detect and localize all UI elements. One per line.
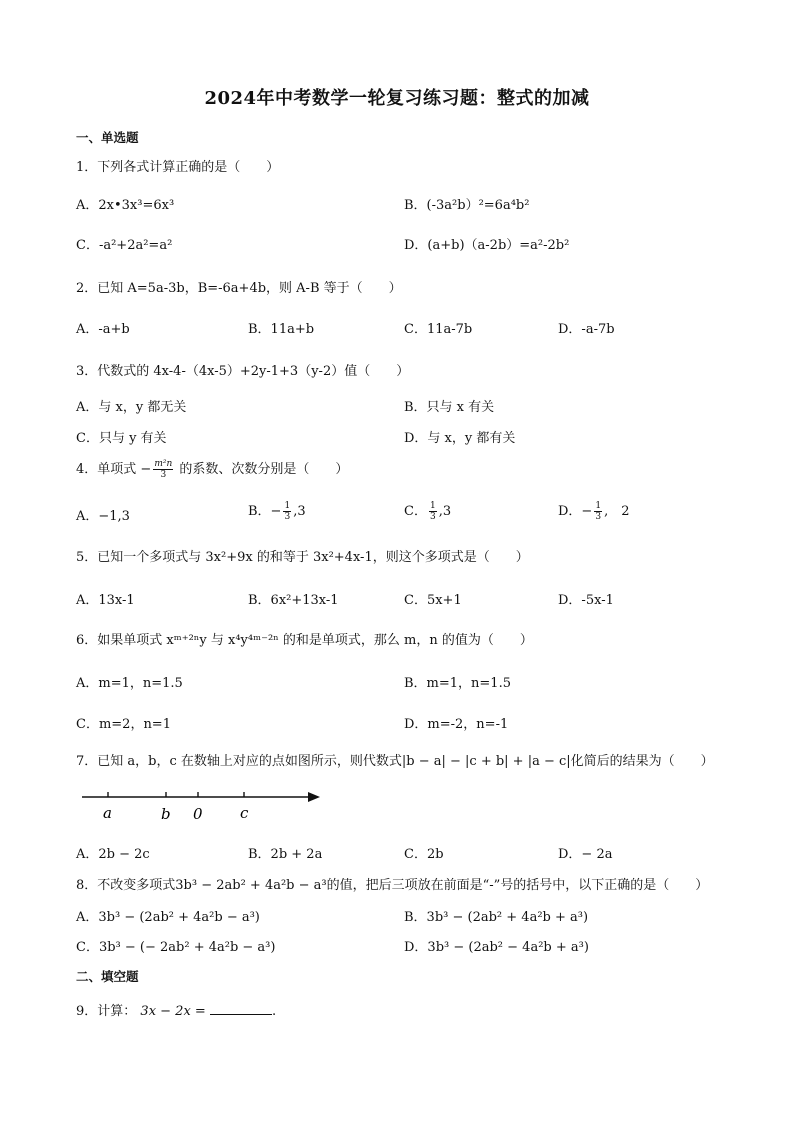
question-1-option-d[interactable]: D．(a+b)（a-2b）=a²-2b² xyxy=(404,238,570,253)
question-6-option-d[interactable]: D．m=-2，n=-1 xyxy=(404,717,509,732)
option-prefix: C． xyxy=(404,504,427,519)
fraction-denominator: 3 xyxy=(284,512,291,522)
question-7-stem: 7．已知 a，b，c 在数轴上对应的点如图所示，则代数式|b − a| − |c + b| + |a − c|化简后的结果为（ ） xyxy=(76,754,714,769)
number-line-figure xyxy=(78,785,328,825)
question-8-option-d[interactable]: D．3b³ − (2ab² − 4a²b + a³) xyxy=(404,940,589,955)
question-9-expression: 3x − 2x = xyxy=(140,1004,206,1019)
question-4-option-b[interactable] xyxy=(248,500,306,522)
fraction-numerator: 1 xyxy=(284,501,291,511)
question-3-option-c[interactable]: C．只与 y 有关 xyxy=(76,431,167,446)
fraction-numerator: 1 xyxy=(595,501,602,511)
label-c: c xyxy=(240,804,249,822)
question-1-option-a[interactable]: A．2x•3x³=6x³ xyxy=(76,198,175,213)
number-line-arrow-icon xyxy=(308,792,320,802)
question-3-option-d[interactable]: D．与 x，y 都有关 xyxy=(404,431,516,446)
option-prefix: D．− xyxy=(558,504,593,519)
question-3-option-a[interactable]: A．与 x，y 都无关 xyxy=(76,400,187,415)
question-7-option-c[interactable]: C．2b xyxy=(404,847,444,862)
fraction-numerator: m²n xyxy=(154,459,173,469)
question-4-minus: − xyxy=(140,462,152,477)
question-6-option-a[interactable]: A．m=1，n=1.5 xyxy=(76,676,183,691)
question-5-option-a[interactable]: A．13x-1 xyxy=(76,593,135,608)
question-2-stem: 2．已知 A=5a-3b，B=-6a+4b，则 A-B 等于（ ） xyxy=(76,281,402,296)
question-2-option-d[interactable]: D．-a-7b xyxy=(558,322,615,337)
fraction-numerator: 1 xyxy=(429,501,436,511)
question-1-stem: 1．下列各式计算正确的是（ ） xyxy=(76,160,280,175)
option-prefix: B．− xyxy=(248,504,282,519)
label-a: a xyxy=(103,804,112,822)
question-2-option-b[interactable]: B．11a+b xyxy=(248,322,315,337)
question-4-option-a[interactable]: A．−1,3 xyxy=(76,509,130,524)
fraction-denominator: 3 xyxy=(595,512,602,522)
question-4-monomial-fraction xyxy=(153,459,173,480)
question-2-option-c[interactable]: C．11a-7b xyxy=(404,322,473,337)
label-zero: 0 xyxy=(193,805,203,823)
question-7-option-d[interactable]: D．− 2a xyxy=(558,847,613,862)
section-heading-single-choice: 一、单选题 xyxy=(76,130,139,145)
question-3-option-b[interactable]: B．只与 x 有关 xyxy=(404,400,495,415)
question-4-option-c[interactable] xyxy=(404,500,451,522)
question-9-period: . xyxy=(271,1004,277,1019)
question-4-option-d[interactable] xyxy=(558,500,629,522)
question-6-option-c[interactable]: C．m=2，n=1 xyxy=(76,717,171,732)
fraction-denominator: 3 xyxy=(160,470,167,480)
question-8-stem: 8．不改变多项式3b³ − 2ab² + 4a²b − a³的值，把后三项放在前面是“-”号的括号中，以下正确的是（ ） xyxy=(76,878,709,893)
answer-blank[interactable] xyxy=(210,1002,272,1015)
question-7-option-a[interactable]: A．2b − 2c xyxy=(76,847,150,862)
question-8-option-a[interactable]: A．3b³ − (2ab² + 4a²b − a³) xyxy=(76,910,260,925)
question-2-option-a[interactable]: A．-a+b xyxy=(76,322,130,337)
question-9-stem xyxy=(76,1000,276,1019)
section-heading-fill-in: 二、填空题 xyxy=(76,969,139,984)
option-suffix: ,3 xyxy=(438,504,452,519)
question-1-option-c[interactable]: C．-a²+2a²=a² xyxy=(76,238,173,253)
question-5-option-b[interactable]: B．6x²+13x-1 xyxy=(248,593,339,608)
question-5-option-c[interactable]: C．5x+1 xyxy=(404,593,462,608)
question-4-stem xyxy=(76,458,348,480)
question-8-option-b[interactable]: B．3b³ − (2ab² + 4a²b + a³) xyxy=(404,910,589,925)
question-7-option-b[interactable]: B．2b + 2a xyxy=(248,847,323,862)
option-fraction xyxy=(429,501,437,522)
page-title: 2024年中考数学一轮复习练习题：整式的加减 xyxy=(204,88,590,109)
question-4-prefix: 4．单项式 xyxy=(76,462,137,477)
question-5-option-d[interactable]: D．-5x-1 xyxy=(558,593,614,608)
question-9-prefix: 9．计算： xyxy=(76,1004,137,1019)
question-3-stem: 3．代数式的 4x-4-（4x-5）+2y-1+3（y-2）值（ ） xyxy=(76,364,410,379)
question-8-option-c[interactable]: C．3b³ − (− 2ab² + 4a²b − a³) xyxy=(76,940,276,955)
option-fraction xyxy=(283,501,291,522)
option-suffix: ,3 xyxy=(293,504,306,519)
question-6-stem: 6．如果单项式 xᵐ⁺²ⁿy 与 x⁴y⁴ᵐ⁻²ⁿ 的和是单项式，那么 m，n 的值为（ ） xyxy=(76,633,533,648)
question-4-suffix: 的系数、次数分别是（ ） xyxy=(179,462,349,477)
fraction-denominator: 3 xyxy=(429,512,436,522)
label-b: b xyxy=(161,805,171,823)
question-1-option-b[interactable]: B．(-3a²b）²=6a⁴b² xyxy=(404,198,530,213)
question-5-stem: 5．已知一个多项式与 3x²+9x 的和等于 3x²+4x-1，则这个多项式是（ ） xyxy=(76,550,529,565)
option-fraction xyxy=(594,501,602,522)
question-6-option-b[interactable]: B．m=1，n=1.5 xyxy=(404,676,511,691)
option-suffix: , 2 xyxy=(604,504,630,519)
